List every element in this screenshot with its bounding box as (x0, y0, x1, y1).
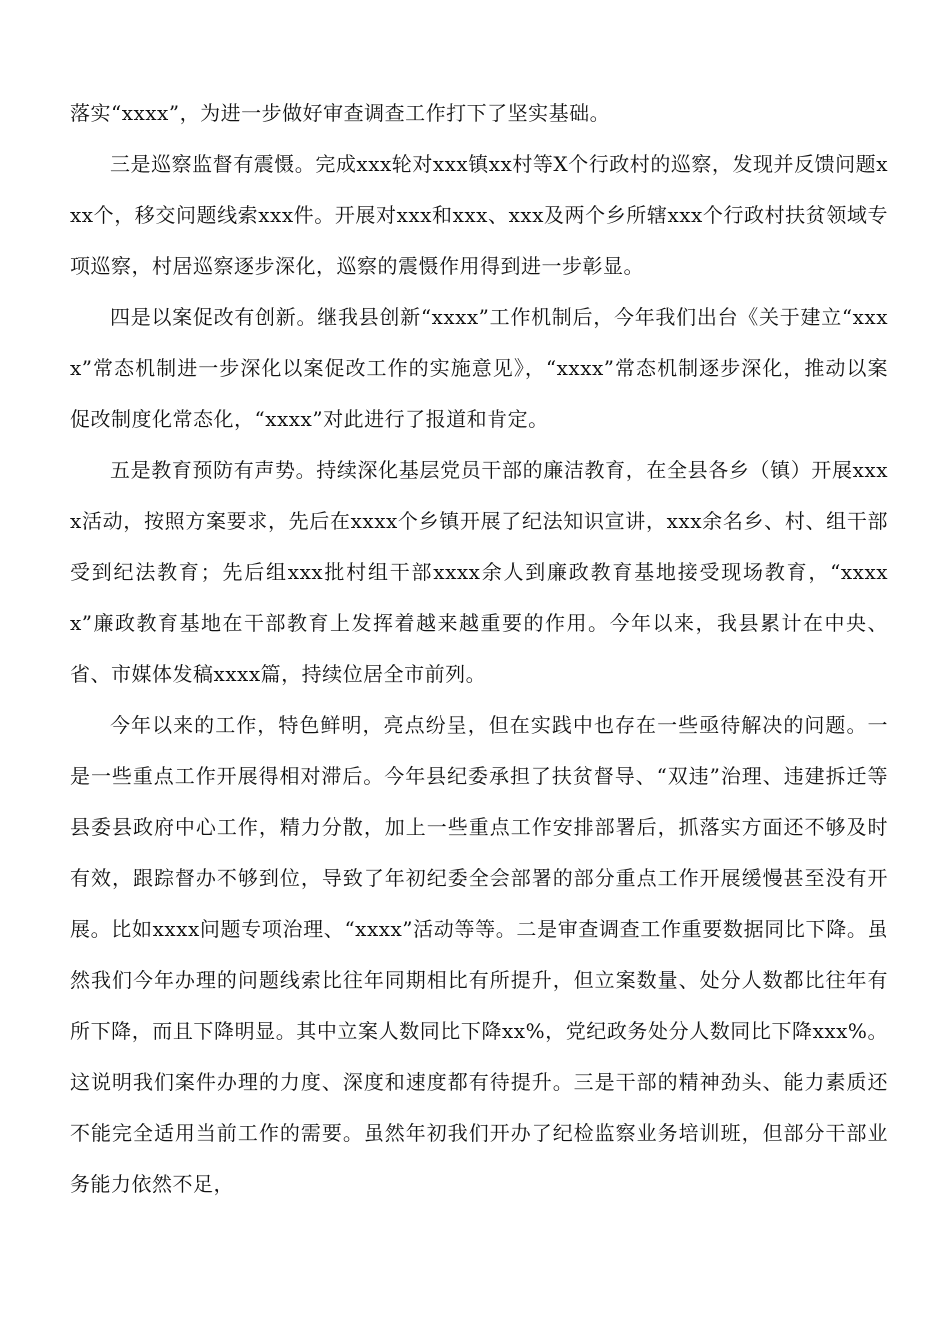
paragraph-4: 五是教育预防有声势。持续深化基层党员干部的廉洁教育，在全县各乡（镇）开展xxxx活动，按照方案要求，先后在xxxx个乡镇开展了纪法知识宣讲，xxx余名乡、村、组干部受到纪法教育；先后组xxx批村组干部xxxx余人到廉政教育基地接受现场教育，“xxxxx”廉政教育基地在干部教育上发挥着越来越重要的作用。今年以来，我县累计在中央、省、市媒体发稿xxxx篇，持续位居全市前列。 (70, 458, 888, 686)
paragraph-2: 三是巡察监督有震慑。完成xxx轮对xxx镇xx村等X个行政村的巡察，发现并反馈问题xxx个，移交问题线索xxx件。开展对xxx和xxx、xxx及两个乡所辖xxx个行政村扶贫领域专项巡察，村居巡察逐步深化，巡察的震慑作用得到进一步彰显。 (70, 152, 888, 278)
paragraph-3: 四是以案促改有创新。继我县创新“xxxx”工作机制后，今年我们出台《关于建立“xxxx”常态机制进一步深化以案促改工作的实施意见》，“xxxx”常态机制逐步深化，推动以案促改制度化常态化，“xxxx”对此进行了报道和肯定。 (70, 305, 888, 431)
paragraph-5: 今年以来的工作，特色鲜明，亮点纷呈，但在实践中也存在一些亟待解决的问题。一是一些重点工作开展得相对滞后。今年县纪委承担了扶贫督导、“双违”治理、违建拆迁等县委县政府中心工作，精力分散，加上一些重点工作安排部署后，抓落实方面还不够及时有效，跟踪督办不够到位，导致了年初纪委全会部署的部分重点工作开展缓慢甚至没有开展。比如xxxx问题专项治理、“xxxx”活动等等。二是审查调查工作重要数据同比下降。虽然我们今年办理的问题线索比往年同期相比有所提升，但立案数量、处分人数都比往年有所下降，而且下降明显。其中立案人数同比下降xx%，党纪政务处分人数同比下降xxx%。这说明我们案件办理的力度、深度和速度都有待提升。三是干部的精神劲头、能力素质还不能完全适用当前工作的需要。虽然年初我们开办了纪检监察业务培训班，但部分干部业务能力依然不足， (70, 713, 888, 1196)
document-page (70, 88, 888, 1210)
paragraph-1: 落实“xxxx”，为进一步做好审查调查工作打下了坚实基础。 (70, 101, 611, 125)
